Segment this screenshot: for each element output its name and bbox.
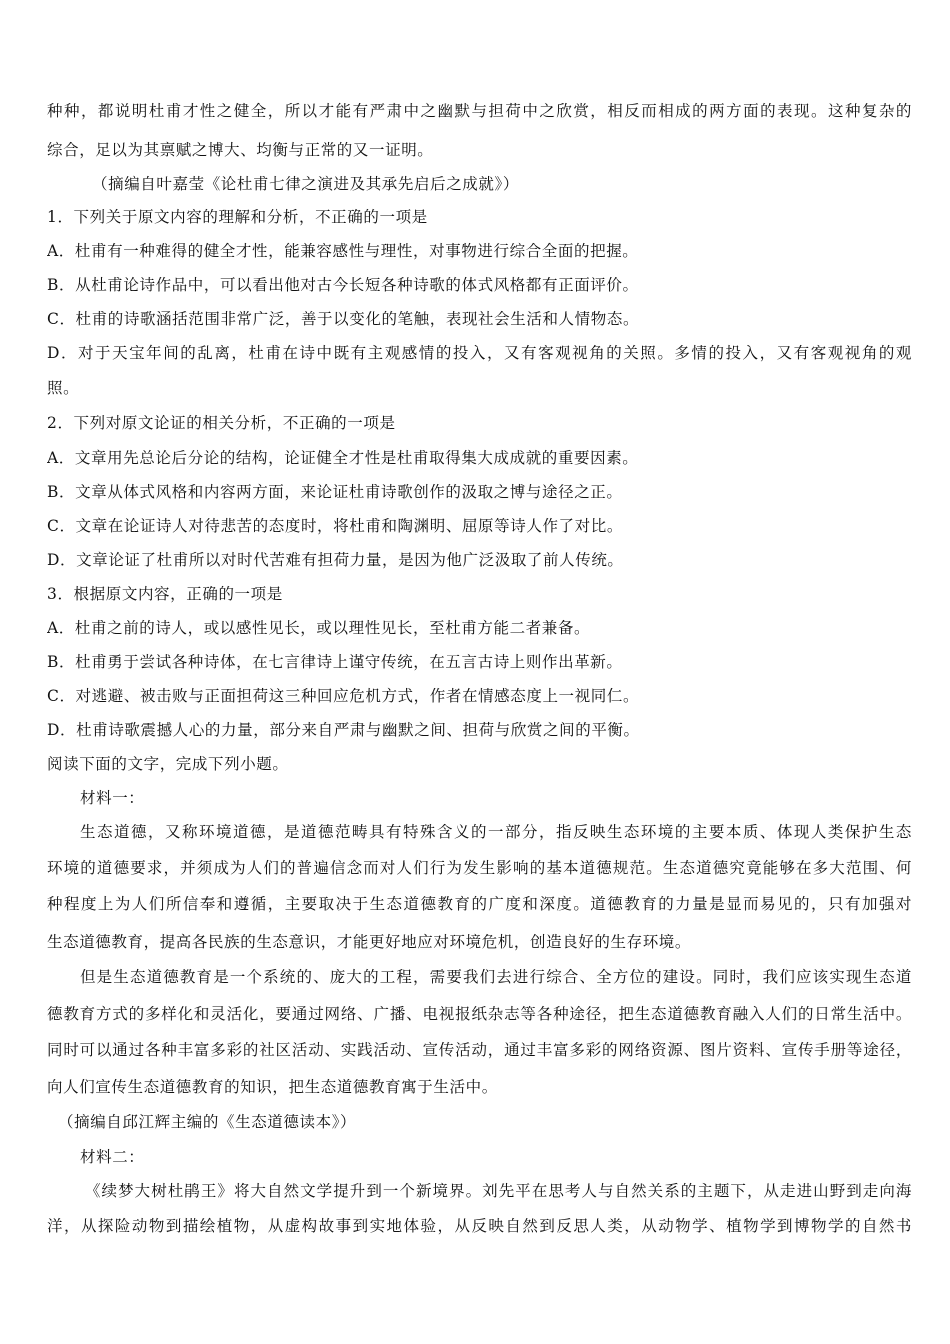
paragraph-line: 向人们宣传生态道德教育的知识，把生态道德教育寓于生活中。 xyxy=(47,1078,498,1096)
answer-option: A．文章用先总论后分论的结构，论证健全才性是杜甫取得集大成成就的重要因素。 xyxy=(47,449,639,467)
paragraph-line: 但是生态道德教育是一个系统的、庞大的工程，需要我们去进行综合、全方位的建设。同时，我们应该实现生态道 xyxy=(80,968,912,986)
question-stem: 1．下列关于原文内容的理解和分析，不正确的一项是 xyxy=(47,208,428,226)
text-line: 综合，足以为其禀赋之博大、均衡与正常的又一证明。 xyxy=(47,141,434,159)
paragraph-line: 种程度上为人们所信奉和遵循，主要取决于生态道德教育的广度和深度。道德教育的力量是显而易见的，只有加强对 xyxy=(47,895,912,913)
text-line: 照。 xyxy=(47,379,80,397)
question-stem: 2．下列对原文论证的相关分析，不正确的一项是 xyxy=(47,414,396,432)
answer-option: A．杜甫有一种难得的健全才性，能兼容感性与理性，对事物进行综合全面的把握。 xyxy=(47,242,639,260)
material-heading: 材料一： xyxy=(80,789,145,807)
answer-option: D．对于天宝年间的乱离，杜甫在诗中既有主观感情的投入，又有客观视角的关照。多情的投入，又有客观视角的观 xyxy=(47,344,912,362)
paragraph-line: 德教育方式的多样化和灵活化，要通过网络、广播、电视报纸杂志等各种途径，把生态道德教育融入人们的日常生活中。 xyxy=(47,1005,912,1023)
answer-option: B．文章从体式风格和内容两方面，来论证杜甫诗歌创作的汲取之博与途径之正。 xyxy=(47,483,623,501)
source-citation: （摘编自邱江辉主编的《生态道德读本》） xyxy=(58,1113,357,1131)
answer-option: C．对逃避、被击败与正面担荷这三种回应危机方式，作者在情感态度上一视同仁。 xyxy=(47,687,640,705)
material-heading: 材料二： xyxy=(80,1148,145,1166)
answer-option: C．文章在论证诗人对待悲苦的态度时，将杜甫和陶渊明、屈原等诗人作了对比。 xyxy=(47,517,623,535)
answer-option: C．杜甫的诗歌涵括范围非常广泛，善于以变化的笔触，表现社会生活和人情物态。 xyxy=(47,310,640,328)
answer-option: A．杜甫之前的诗人，或以感性见长，或以理性见长，至杜甫方能二者兼备。 xyxy=(47,619,591,637)
source-citation: （摘编自叶嘉莹《论杜甫七律之演进及其承先启后之成就》） xyxy=(92,175,519,193)
paragraph-line: 同时可以通过各种丰富多彩的社区活动、实践活动、宣传活动，通过丰富多彩的网络资源、图片资料、宣传手册等途径， xyxy=(47,1041,912,1059)
text-line: 种种，都说明杜甫才性之健全，所以才能有严肃中之幽默与担荷中之欣赏，相反而相成的两方面的表现。这种复杂的 xyxy=(47,102,912,120)
question-stem: 3．根据原文内容，正确的一项是 xyxy=(47,585,283,603)
instruction-text: 阅读下面的文字，完成下列小题。 xyxy=(47,755,289,773)
paragraph-line: 生态道德，又称环境道德，是道德范畴具有特殊含义的一部分，指反映生态环境的主要本质、体现人类保护生态 xyxy=(80,823,912,841)
answer-option: D．杜甫诗歌震撼人心的力量，部分来自严肃与幽默之间、担荷与欣赏之间的平衡。 xyxy=(47,721,640,739)
answer-option: B．杜甫勇于尝试各种诗体，在七言律诗上谨守传统，在五言古诗上则作出革新。 xyxy=(47,653,623,671)
answer-option: D．文章论证了杜甫所以对时代苦难有担荷力量，是因为他广泛汲取了前人传统。 xyxy=(47,551,624,569)
answer-option: B．从杜甫论诗作品中，可以看出他对古今长短各种诗歌的体式风格都有正面评价。 xyxy=(47,276,639,294)
paragraph-line: 洋，从探险动物到描绘植物，从虚构故事到实地体验，从反映自然到反思人类，从动物学、植物学到博物学的自然书 xyxy=(47,1217,912,1235)
paragraph-line: 环境的道德要求，并须成为人们的普遍信念而对人们行为发生影响的基本道德规范。生态道德究竟能够在多大范围、何 xyxy=(47,859,912,877)
paragraph-line: 生态道德教育，提高各民族的生态意识，才能更好地应对环境危机，创造良好的生存环境。 xyxy=(47,933,692,951)
paragraph-line: 《续梦大树杜鹃王》将大自然文学提升到一个新境界。刘先平在思考人与自然关系的主题下，从走进山野到走向海 xyxy=(85,1182,912,1200)
